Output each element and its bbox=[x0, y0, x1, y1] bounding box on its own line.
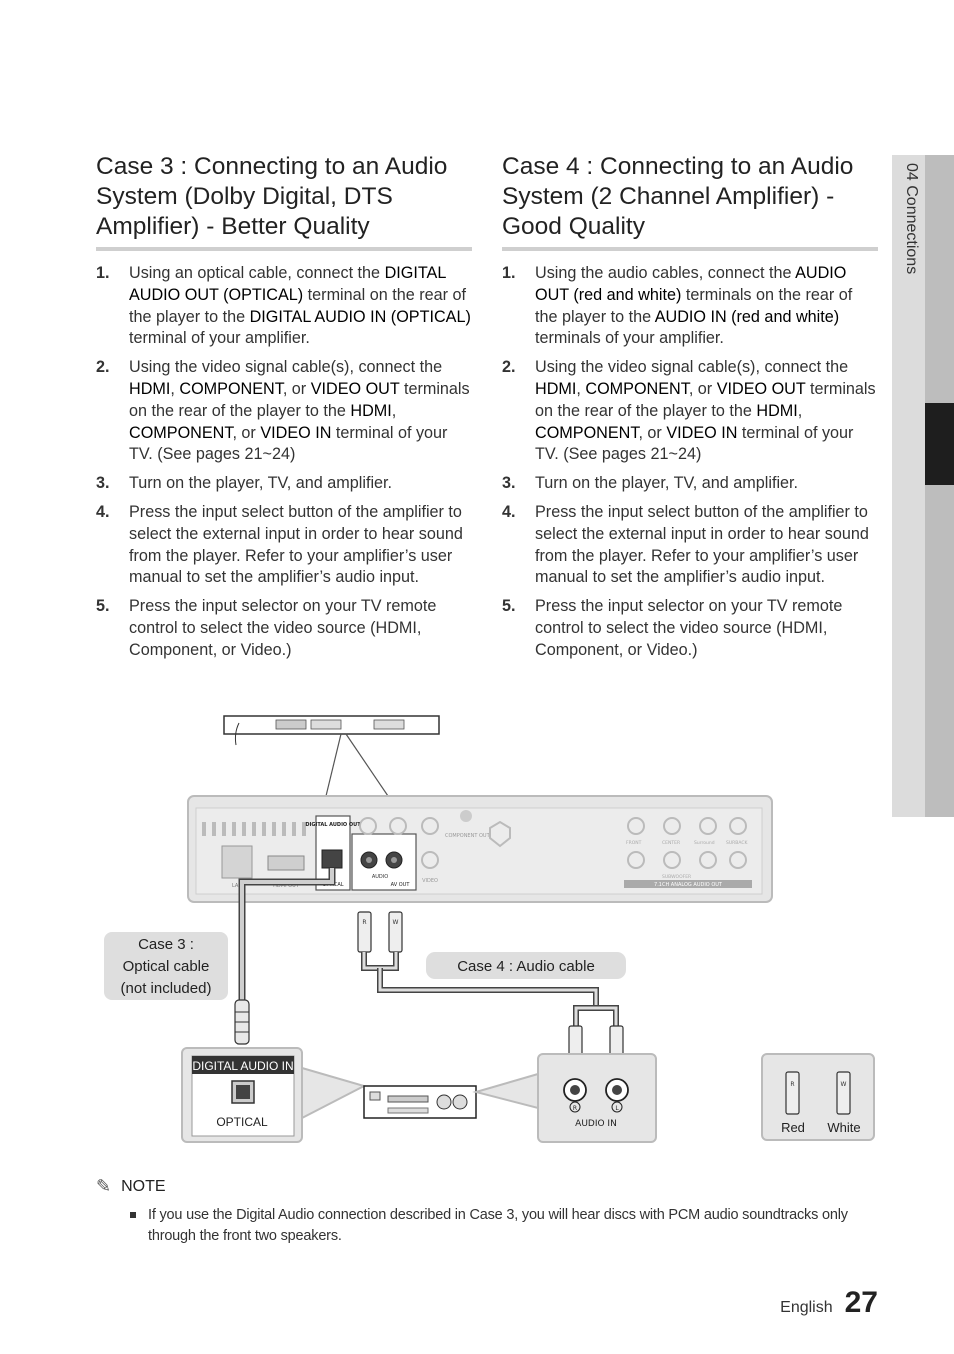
digital-audio-in-callout bbox=[182, 1048, 364, 1142]
step-number: 2. bbox=[96, 358, 110, 377]
step-text: Press the input selector on your TV remote control to select the video source (HDMI, Component, or Video.) bbox=[129, 597, 437, 659]
case3-section bbox=[96, 152, 472, 669]
step-term: HDMI bbox=[756, 401, 798, 420]
step-number: 5. bbox=[96, 597, 110, 616]
note-item bbox=[96, 1205, 856, 1247]
legend-r-mark: R bbox=[790, 1081, 795, 1088]
case4-steps bbox=[502, 263, 878, 662]
step-number: 3. bbox=[96, 474, 110, 493]
step-term: VIDEO IN bbox=[260, 423, 332, 442]
step-text: , or bbox=[232, 423, 261, 442]
step-term: DIGITAL AUDIO OUT (OPTICAL) bbox=[129, 264, 446, 304]
step-text: terminals of your amplifier. bbox=[535, 329, 724, 348]
panel-front-label: FRONT bbox=[626, 841, 642, 846]
note-heading bbox=[96, 1176, 856, 1197]
audio-cable bbox=[358, 912, 623, 1066]
chapter-marker bbox=[925, 403, 954, 485]
step-text: Press the input selector on your TV remote control to select the video source (HDMI, Component, or Video.) bbox=[535, 597, 843, 659]
page-footer bbox=[780, 1286, 878, 1320]
audio-in-label: AUDIO IN bbox=[575, 1119, 617, 1129]
panel-audio-label: AUDIO bbox=[371, 874, 389, 880]
step-text: , bbox=[170, 379, 180, 398]
step-text: Using the video signal cable(s), connect the bbox=[129, 358, 443, 377]
case3-label-line3: (not included) bbox=[120, 980, 212, 997]
case3-label-line2: Optical cable bbox=[122, 958, 210, 975]
step-text: , bbox=[391, 401, 397, 420]
audio-in-r-mark: R bbox=[572, 1105, 578, 1112]
step-term: COMPONENT bbox=[535, 423, 639, 442]
panel-subwoofer-label: SUBWOOFER bbox=[662, 875, 692, 880]
optical-label: OPTICAL bbox=[216, 1115, 268, 1129]
step-text: Using the audio cables, connect the bbox=[535, 264, 796, 282]
step-text: terminals on the rear of the player to the bbox=[535, 379, 876, 420]
step-text: terminal of your TV. (See pages 21~24) bbox=[535, 423, 854, 464]
step-term: HDMI bbox=[535, 379, 577, 398]
callout-line-right bbox=[346, 734, 388, 796]
chapter-sidebar bbox=[892, 155, 954, 817]
step-item bbox=[96, 473, 472, 495]
step-term: HDMI bbox=[350, 401, 392, 420]
case3-label bbox=[104, 932, 228, 1000]
step-text: , or bbox=[638, 423, 667, 442]
step-term: HDMI bbox=[129, 379, 171, 398]
case4-title: Case 4 : Connecting to an Audio System (2 Channel Amplifier) - Good Quality bbox=[502, 153, 854, 240]
case4-section bbox=[502, 152, 878, 669]
panel-lan-label: LAN bbox=[231, 883, 243, 889]
step-text: Turn on the player, TV, and amplifier. bbox=[535, 474, 799, 493]
digital-audio-in-label: DIGITAL AUDIO IN bbox=[192, 1059, 294, 1073]
audio-in-callout bbox=[476, 1054, 656, 1142]
step-text: Using an optical cable, connect the bbox=[129, 264, 385, 282]
player-thumbnail bbox=[224, 716, 439, 745]
panel-video-label: VIDEO bbox=[422, 878, 438, 884]
step-number: 2. bbox=[502, 358, 516, 377]
panel-digital-out-label: DIGITAL AUDIO OUT bbox=[305, 822, 361, 828]
step-number: 4. bbox=[502, 502, 516, 521]
chapter-tab bbox=[894, 163, 924, 463]
step-item bbox=[96, 502, 472, 589]
sidebar-strip bbox=[925, 155, 954, 817]
step-term: COMPONENT bbox=[585, 379, 689, 398]
callout-line-left bbox=[326, 734, 341, 796]
step-text: , or bbox=[688, 379, 717, 398]
step-item bbox=[502, 357, 878, 466]
panel-hdmi-out-label: HDMI OUT bbox=[273, 883, 299, 889]
step-term: AUDIO OUT (red and white) bbox=[535, 264, 847, 304]
panel-center-label: CENTER bbox=[662, 841, 681, 846]
legend-red-label: Red bbox=[781, 1120, 805, 1135]
bullet-square-icon bbox=[130, 1212, 136, 1218]
step-item bbox=[96, 263, 472, 350]
step-number: 1. bbox=[502, 264, 516, 282]
cable-w-mark: W bbox=[392, 919, 399, 926]
panel-component-label: COMPONENT OUT bbox=[445, 833, 490, 839]
amplifier bbox=[364, 1086, 476, 1118]
step-item bbox=[96, 357, 472, 466]
connection-diagram bbox=[96, 708, 896, 1158]
step-text: terminals on the rear of the player to the bbox=[129, 379, 470, 420]
case4-label-text: Case 4 : Audio cable bbox=[457, 958, 595, 975]
step-text: , bbox=[797, 401, 803, 420]
step-term: COMPONENT bbox=[179, 379, 283, 398]
cable-r-mark: R bbox=[362, 919, 367, 926]
legend-white-label: White bbox=[827, 1120, 861, 1135]
step-text: , bbox=[576, 379, 586, 398]
step-number: 5. bbox=[502, 597, 516, 616]
note-item-text: If you use the Digital Audio connection described in Case 3, you will hear discs with PCM audio soundtracks only through the front two speakers. bbox=[148, 1207, 848, 1244]
step-number: 1. bbox=[96, 264, 110, 282]
step-text: terminal on the rear of the player to the bbox=[129, 285, 467, 326]
case3-title: Case 3 : Connecting to an Audio System (Dolby Digital, DTS Amplifier) - Better Quality bbox=[96, 153, 448, 240]
step-text: terminal of your amplifier. bbox=[129, 329, 310, 348]
case4-label bbox=[426, 952, 626, 979]
case3-label-line1: Case 3 : bbox=[138, 936, 194, 953]
note-heading-text: NOTE bbox=[121, 1177, 166, 1195]
step-text: terminals on the rear of the player to the bbox=[535, 285, 853, 326]
step-item bbox=[502, 502, 878, 589]
case3-steps bbox=[96, 263, 472, 662]
step-term: COMPONENT bbox=[129, 423, 233, 442]
step-text: Press the input select button of the amplifier to select the external input in order to hear sound from the player. Refer to your amplifier’s user manual to set the amplifier’s audio input. bbox=[535, 502, 869, 587]
page-number: 27 bbox=[844, 1286, 878, 1319]
step-text: Turn on the player, TV, and amplifier. bbox=[129, 474, 393, 493]
step-text: Using the video signal cable(s), connect the bbox=[535, 358, 849, 377]
step-text: , or bbox=[282, 379, 311, 398]
step-number: 4. bbox=[96, 502, 110, 521]
case3-rule bbox=[96, 247, 472, 251]
step-item bbox=[96, 596, 472, 661]
panel-analog-out-label: 7.1CH ANALOG AUDIO OUT bbox=[654, 882, 722, 888]
step-term: VIDEO OUT bbox=[716, 379, 806, 398]
step-term: AUDIO IN (red and white) bbox=[654, 307, 840, 326]
step-item bbox=[502, 596, 878, 661]
panel-surback-label: SURBACK bbox=[726, 841, 748, 846]
step-term: VIDEO IN bbox=[666, 423, 738, 442]
step-term: VIDEO OUT bbox=[310, 379, 400, 398]
step-number: 3. bbox=[502, 474, 516, 493]
case4-rule bbox=[502, 247, 878, 251]
step-text: Press the input select button of the amplifier to select the external input in order to hear sound from the player. Refer to your amplifier’s user manual to set the amplifier’s audio input. bbox=[129, 502, 463, 587]
step-term: DIGITAL AUDIO IN (OPTICAL) bbox=[249, 307, 471, 326]
step-item bbox=[502, 473, 878, 495]
note-section bbox=[96, 1176, 856, 1247]
legend-w-mark: W bbox=[840, 1081, 847, 1088]
panel-surround-label: Surround bbox=[694, 841, 715, 846]
panel-optical-label: OPTICAL bbox=[322, 882, 344, 888]
footer-language: English bbox=[780, 1299, 833, 1316]
pencil-icon: ✎ bbox=[96, 1176, 112, 1196]
panel-av-out-label: AV OUT bbox=[390, 882, 410, 888]
step-item bbox=[502, 263, 878, 350]
chapter-tab-label: 04 Connections bbox=[903, 163, 920, 275]
cable-color-legend bbox=[762, 1054, 874, 1140]
audio-in-l-mark: L bbox=[615, 1105, 619, 1112]
player-rear-panel bbox=[188, 796, 772, 902]
step-text: terminal of your TV. (See pages 21~24) bbox=[129, 423, 448, 464]
